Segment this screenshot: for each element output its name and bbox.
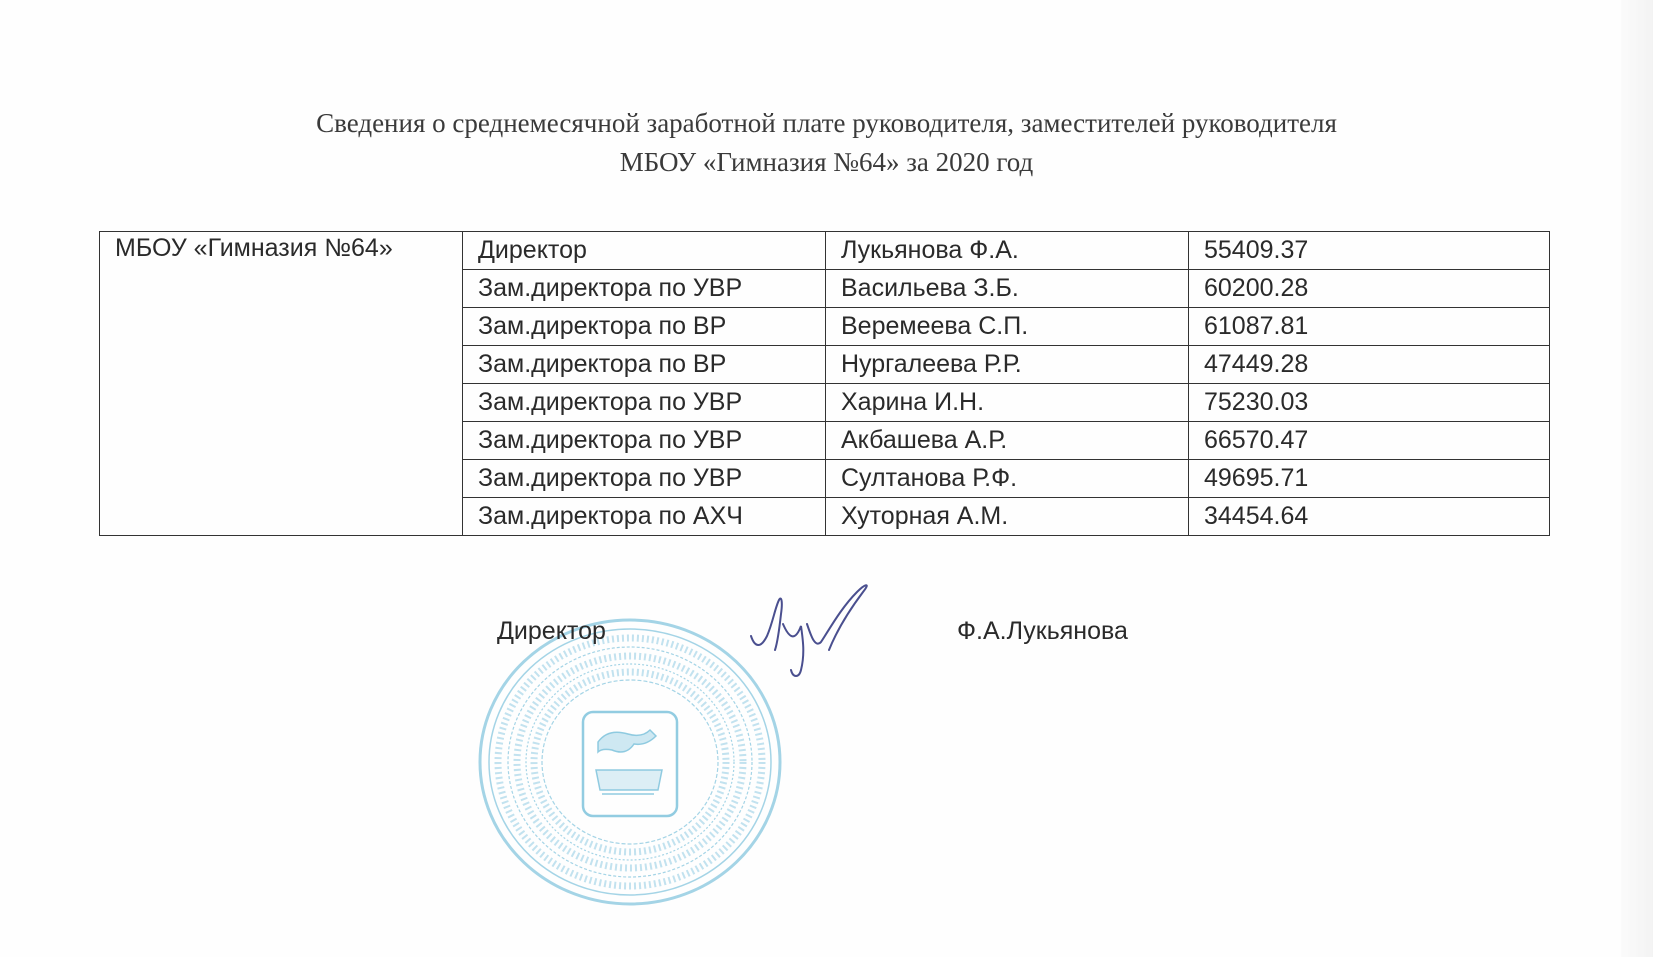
name-cell: Веремеева С.П. bbox=[826, 308, 1189, 346]
salary-cell: 61087.81 bbox=[1189, 308, 1550, 346]
signature-label: Директор bbox=[497, 617, 606, 645]
name-cell: Нургалеева Р.Р. bbox=[826, 346, 1189, 384]
salary-cell: 34454.64 bbox=[1189, 498, 1550, 536]
salary-cell: 75230.03 bbox=[1189, 384, 1550, 422]
position-cell: Зам.директора по УВР bbox=[463, 460, 826, 498]
position-cell: Зам.директора по ВР bbox=[463, 308, 826, 346]
position-cell: Зам.директора по АХЧ bbox=[463, 498, 826, 536]
name-cell: Султанова Р.Ф. bbox=[826, 460, 1189, 498]
salary-cell: 49695.71 bbox=[1189, 460, 1550, 498]
organization-cell: МБОУ «Гимназия №64» bbox=[100, 232, 463, 536]
position-cell: Зам.директора по ВР bbox=[463, 346, 826, 384]
position-cell: Зам.директора по УВР bbox=[463, 270, 826, 308]
salary-cell: 66570.47 bbox=[1189, 422, 1550, 460]
name-cell: Лукьянова Ф.А. bbox=[826, 232, 1189, 270]
salary-table bbox=[99, 231, 1550, 536]
salary-cell: 47449.28 bbox=[1189, 346, 1550, 384]
name-cell: Васильева З.Б. bbox=[826, 270, 1189, 308]
salary-cell: 55409.37 bbox=[1189, 232, 1550, 270]
position-cell: Зам.директора по УВР bbox=[463, 422, 826, 460]
position-cell: Зам.директора по УВР bbox=[463, 384, 826, 422]
document-title bbox=[0, 104, 1653, 182]
signature-name: Ф.А.Лукьянова bbox=[957, 617, 1128, 645]
emblem bbox=[583, 712, 677, 816]
position-cell: Директор bbox=[463, 232, 826, 270]
salary-cell: 60200.28 bbox=[1189, 270, 1550, 308]
title-line-2: МБОУ «Гимназия №64» за 2020 год bbox=[619, 147, 1034, 177]
name-cell: Харина И.Н. bbox=[826, 384, 1189, 422]
name-cell: Хуторная А.М. bbox=[826, 498, 1189, 536]
table-row bbox=[100, 232, 1550, 270]
name-cell: Акбашева А.Р. bbox=[826, 422, 1189, 460]
title-line-1: Сведения о среднемесячной заработной плате руководителя, заместителей руководителя bbox=[316, 108, 1337, 138]
handwritten-signature bbox=[745, 578, 905, 688]
official-seal-icon bbox=[470, 612, 790, 912]
